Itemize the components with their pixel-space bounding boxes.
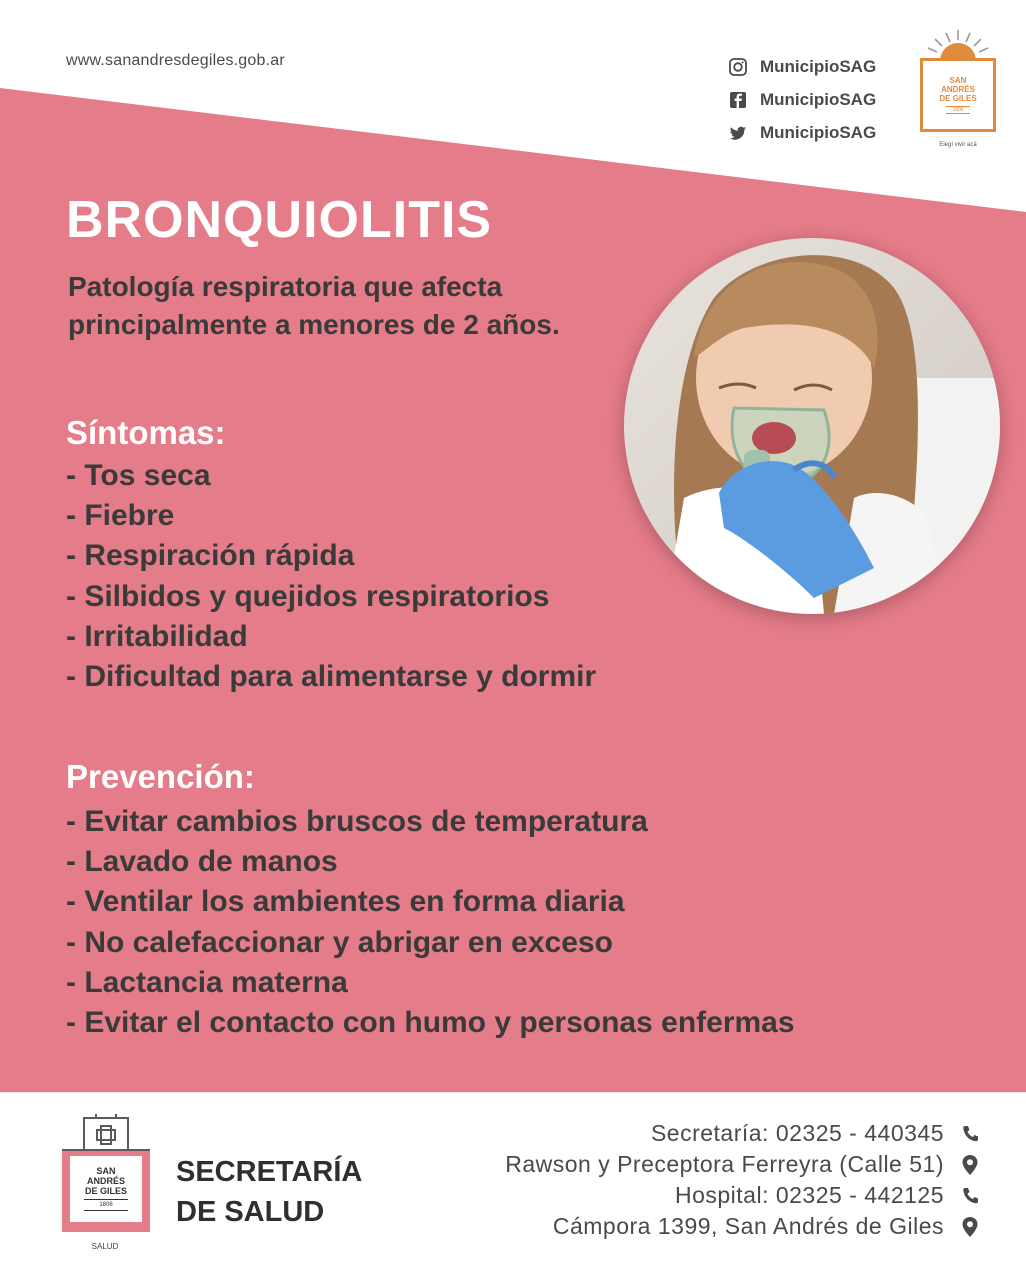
intro-text: Patología respiratoria que afecta principalmente a menores de 2 años.: [68, 271, 560, 340]
municipality-logo: [916, 28, 1000, 154]
salud-logo-year: 1806: [84, 1199, 128, 1211]
sunrise-icon: [916, 28, 1000, 62]
logo-year: 1806: [946, 106, 969, 114]
social-instagram[interactable]: [728, 50, 876, 83]
logo-text-san: SAN: [949, 76, 967, 85]
logo-text-andres: ANDRÉS: [941, 85, 975, 94]
contact-secretaria-phone[interactable]: [505, 1118, 980, 1149]
facebook-handle: MunicipioSAG: [760, 89, 877, 109]
symptom-item: - Respiración rápida: [66, 536, 596, 576]
prevention-item: - Evitar cambios bruscos de temperatura: [66, 802, 795, 842]
symptoms-heading: Síntomas:: [66, 414, 226, 451]
location-pin-icon: [960, 1154, 980, 1176]
phone-icon: [960, 1123, 980, 1145]
logo-text-de-giles: DE GILES: [939, 94, 977, 103]
prevention-item: - Lavado de manos: [66, 842, 795, 882]
prevention-list: [66, 802, 795, 1043]
secretaria-title-line2: DE SALUD: [176, 1196, 325, 1228]
symptom-item: - Fiebre: [66, 496, 596, 536]
location-pin-icon: [960, 1216, 980, 1238]
secretaria-title-line1: SECRETARÍA: [176, 1156, 363, 1188]
twitter-icon: [728, 123, 748, 143]
prevention-item: - Ventilar los ambientes en forma diaria: [66, 882, 795, 922]
contact-info: [505, 1118, 980, 1242]
symptoms-list: [66, 456, 596, 697]
prevention-heading: Prevención:: [66, 758, 255, 795]
salud-logo-andres: ANDRÉS: [86, 1176, 125, 1186]
contact-text: Secretaría: 02325 - 440345: [650, 1120, 944, 1146]
contact-hospital-address[interactable]: [505, 1211, 980, 1242]
instagram-icon: [728, 57, 748, 77]
contact-text: Rawson y Preceptora Ferreyra (Calle 51): [505, 1151, 944, 1177]
prevention-item: - Evitar el contacto con humo y personas enfermas: [66, 1003, 795, 1043]
prevention-item: - Lactancia materna: [66, 963, 795, 1003]
website-url[interactable]: www.sanandresdegiles.gob.ar: [66, 52, 285, 69]
secretaria-salud-logo: [60, 1112, 156, 1256]
symptom-item: - Dificultad para alimentarse y dormir: [66, 657, 596, 697]
symptom-item: - Irritabilidad: [66, 617, 596, 657]
instagram-handle: MunicipioSAG: [760, 56, 877, 76]
contact-hospital-phone[interactable]: [505, 1180, 980, 1211]
twitter-handle: MunicipioSAG: [760, 122, 877, 142]
contact-secretaria-address[interactable]: [505, 1149, 980, 1180]
symptom-item: - Silbidos y quejidos respiratorios: [66, 577, 596, 617]
social-facebook[interactable]: [728, 83, 876, 116]
contact-text: Cámpora 1399, San Andrés de Giles: [552, 1213, 944, 1239]
salud-logo-san: SAN: [96, 1166, 116, 1176]
facebook-icon: [728, 90, 748, 110]
social-twitter[interactable]: [728, 116, 876, 149]
child-nebulizer-photo: [624, 238, 1000, 614]
salud-logo-caption: SALUD: [91, 1242, 119, 1251]
phone-icon: [960, 1185, 980, 1207]
contact-text: Hospital: 02325 - 442125: [674, 1182, 944, 1208]
page-title: BRONQUIOLITIS: [66, 191, 493, 249]
symptom-item: - Tos seca: [66, 456, 596, 496]
secretaria-salud-title: [176, 1152, 362, 1232]
logo-tagline: Elegí vivir acá: [939, 142, 977, 148]
salud-logo-de-giles: DE GILES: [84, 1186, 127, 1196]
prevention-item: - No calefaccionar y abrigar en exceso: [66, 923, 795, 963]
social-links: [728, 50, 876, 149]
